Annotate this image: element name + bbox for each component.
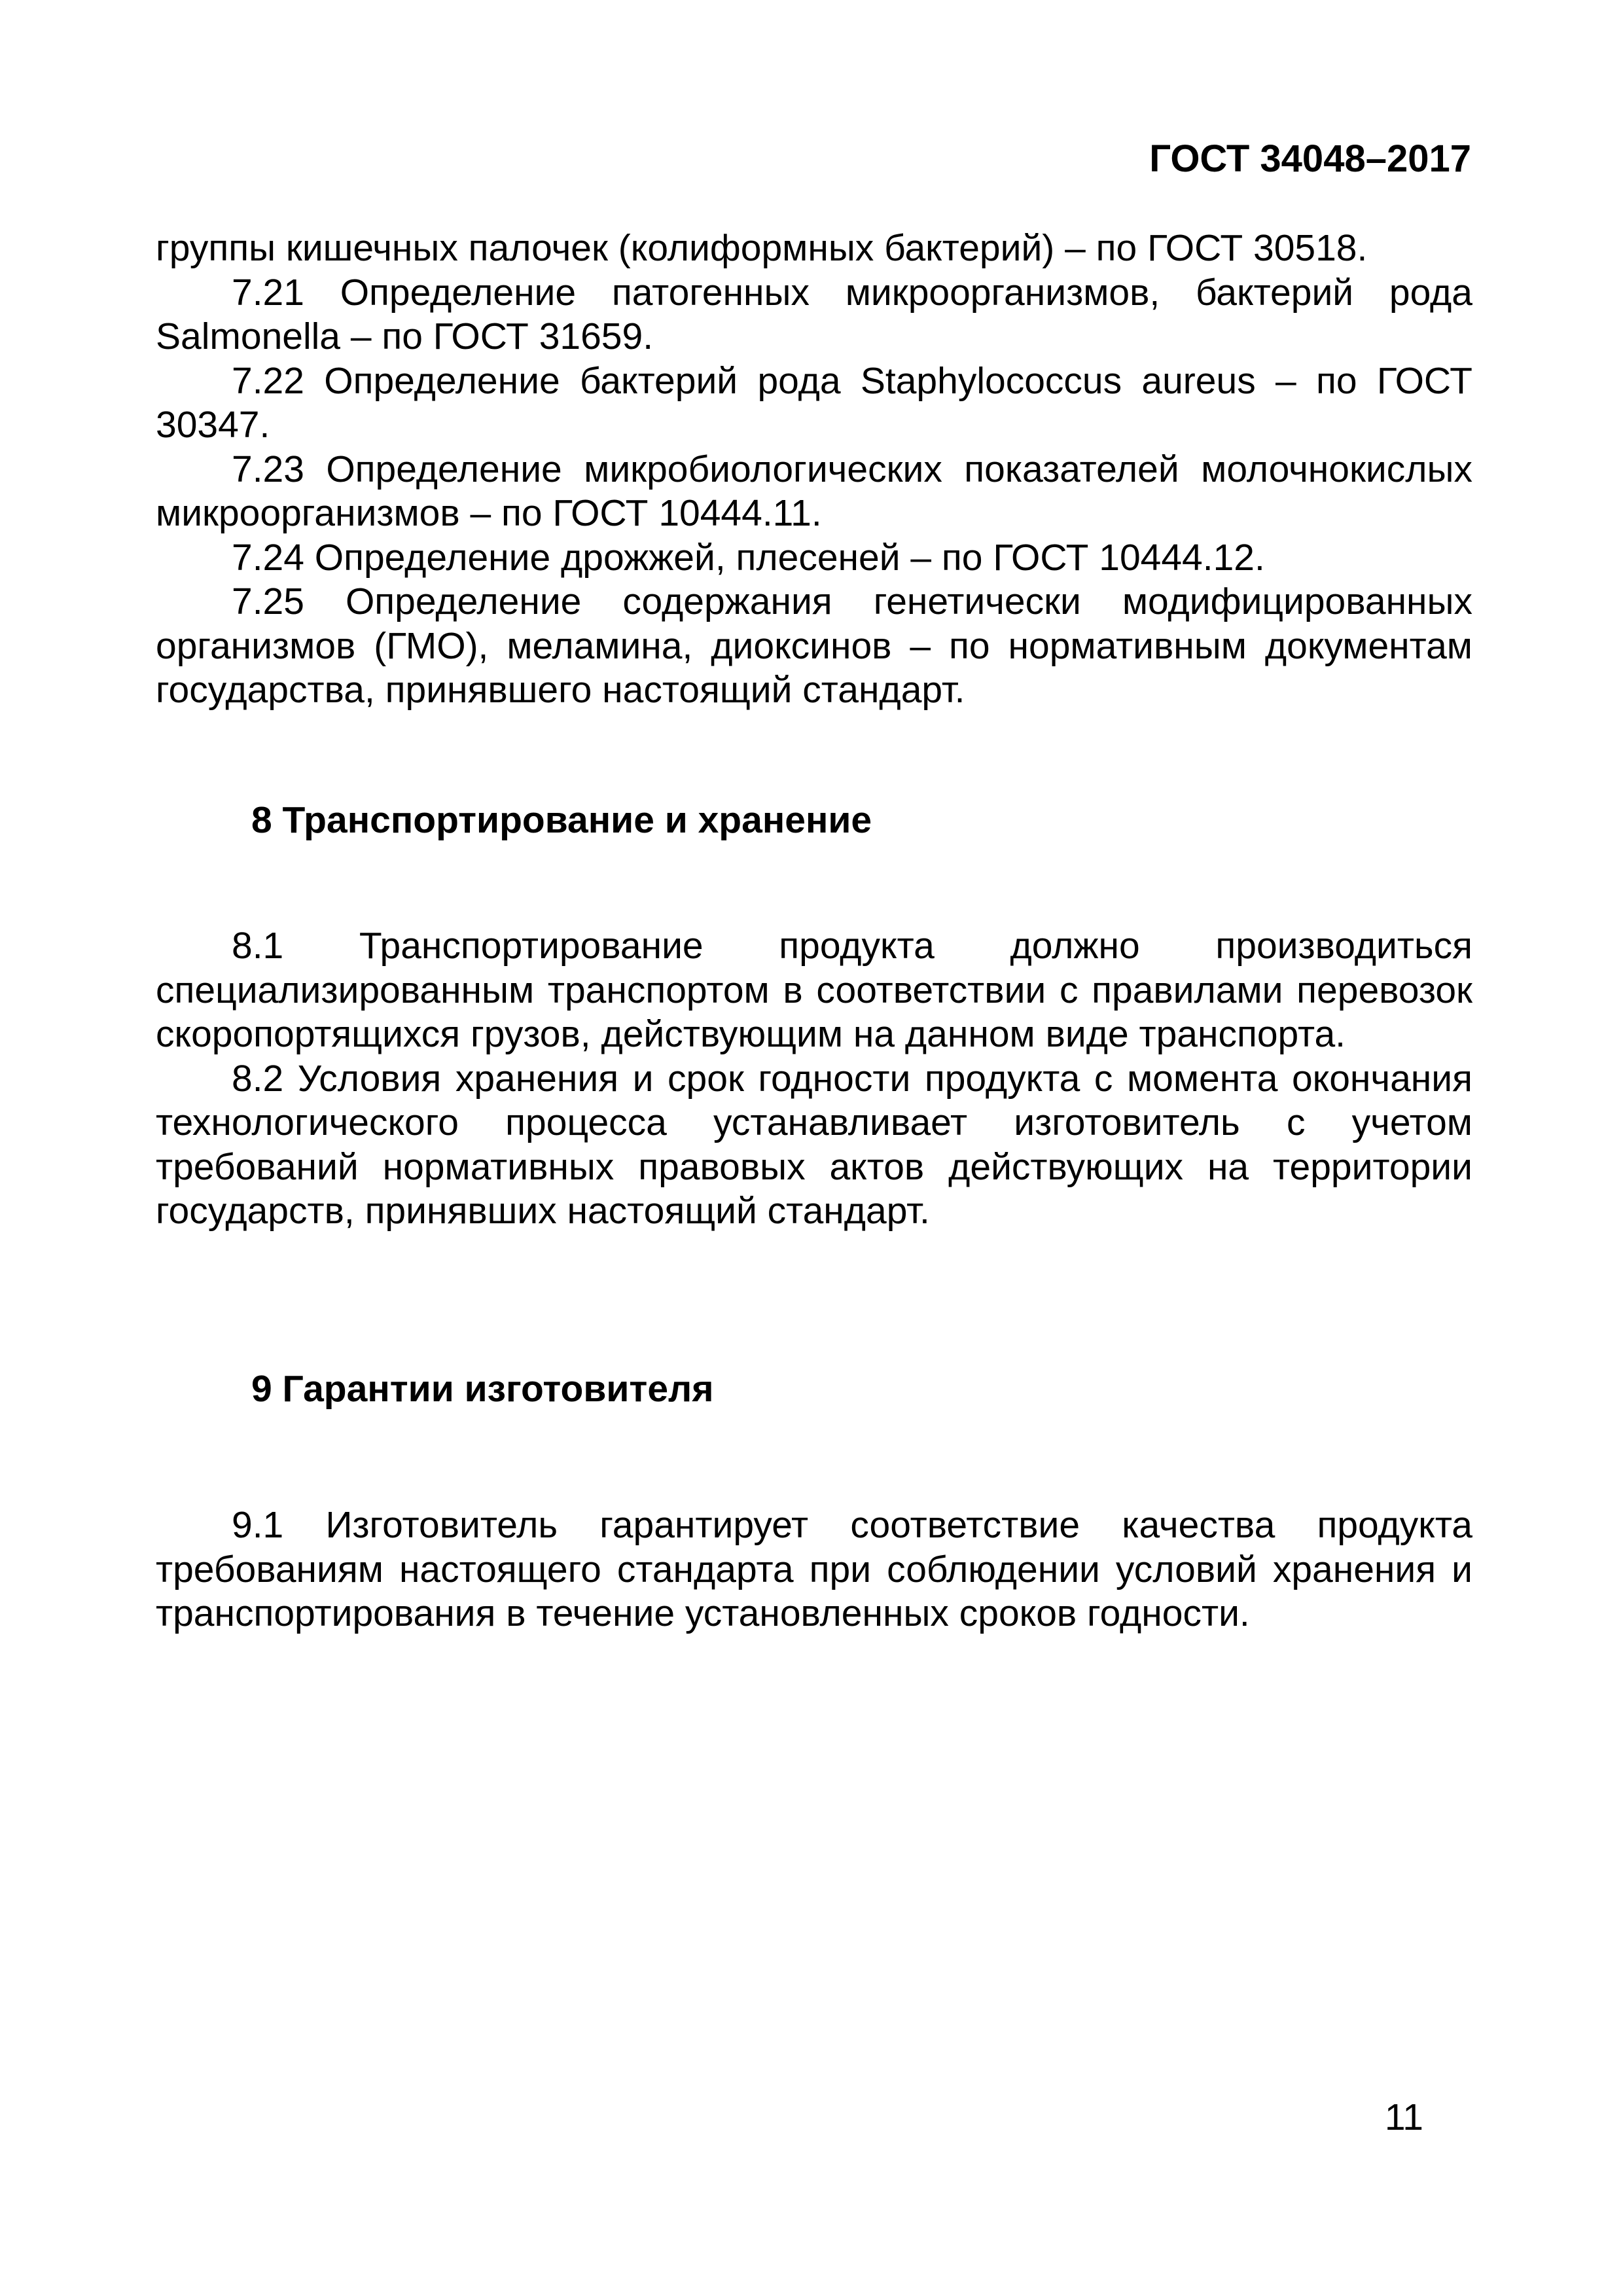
paragraph-7-21: 7.21 Определение патогенных микроорганизмов, бактерий рода Salmonella – по ГОСТ 31659. (156, 271, 1472, 357)
section-8-heading: 8 Транспортирование и хранение (251, 799, 872, 841)
paragraph-7-23: 7.23 Определение микробиологических показателей молочнокислых микроорганизмов – по ГОСТ 10444.11. (156, 448, 1472, 534)
paragraph-7-24: 7.24 Определение дрожжей, плесеней – по ГОСТ 10444.12. (232, 536, 1265, 579)
paragraph-7-22: 7.22 Определение бактерий рода Staphylococcus aureus – по ГОСТ 30347. (156, 359, 1472, 446)
section-7-continued (156, 226, 1472, 713)
section-9-heading: 9 Гарантии изготовителя (251, 1368, 714, 1410)
paragraph-continuation: группы кишечных палочек (колиформных бактерий) – по ГОСТ 30518. (156, 227, 1368, 269)
paragraph-8-2: 8.2 Условия хранения и срок годности продукта с момента окончания технологического процесса устанавливает изготовитель с учетом требований нормативных правовых актов действующих на территории государств, принявших настоящий стандарт. (156, 1057, 1472, 1232)
page-number: 11 (1384, 2096, 1423, 2138)
paragraph-9-1: 9.1 Изготовитель гарантирует соответствие качества продукта требованиям настоящего стандарта при соблюдении условий хранения и транспортирования в течение установленных сроков годности. (156, 1504, 1472, 1634)
paragraph-8-1: 8.1 Транспортирование продукта должно производиться специализированным транспортом в соответствии с правилами перевозок скоропортящихся грузов, действующим на данном виде транспорта. (156, 925, 1472, 1055)
paragraph-7-25: 7.25 Определение содержания генетически модифицированных организмов (ГМО), меламина, диоксинов – по нормативным документам государства, принявшего настоящий стандарт. (156, 581, 1472, 711)
document-code-header: ГОСТ 34048–2017 (1149, 137, 1471, 180)
section-9-body (156, 1503, 1472, 1636)
section-8-body (156, 924, 1472, 1234)
